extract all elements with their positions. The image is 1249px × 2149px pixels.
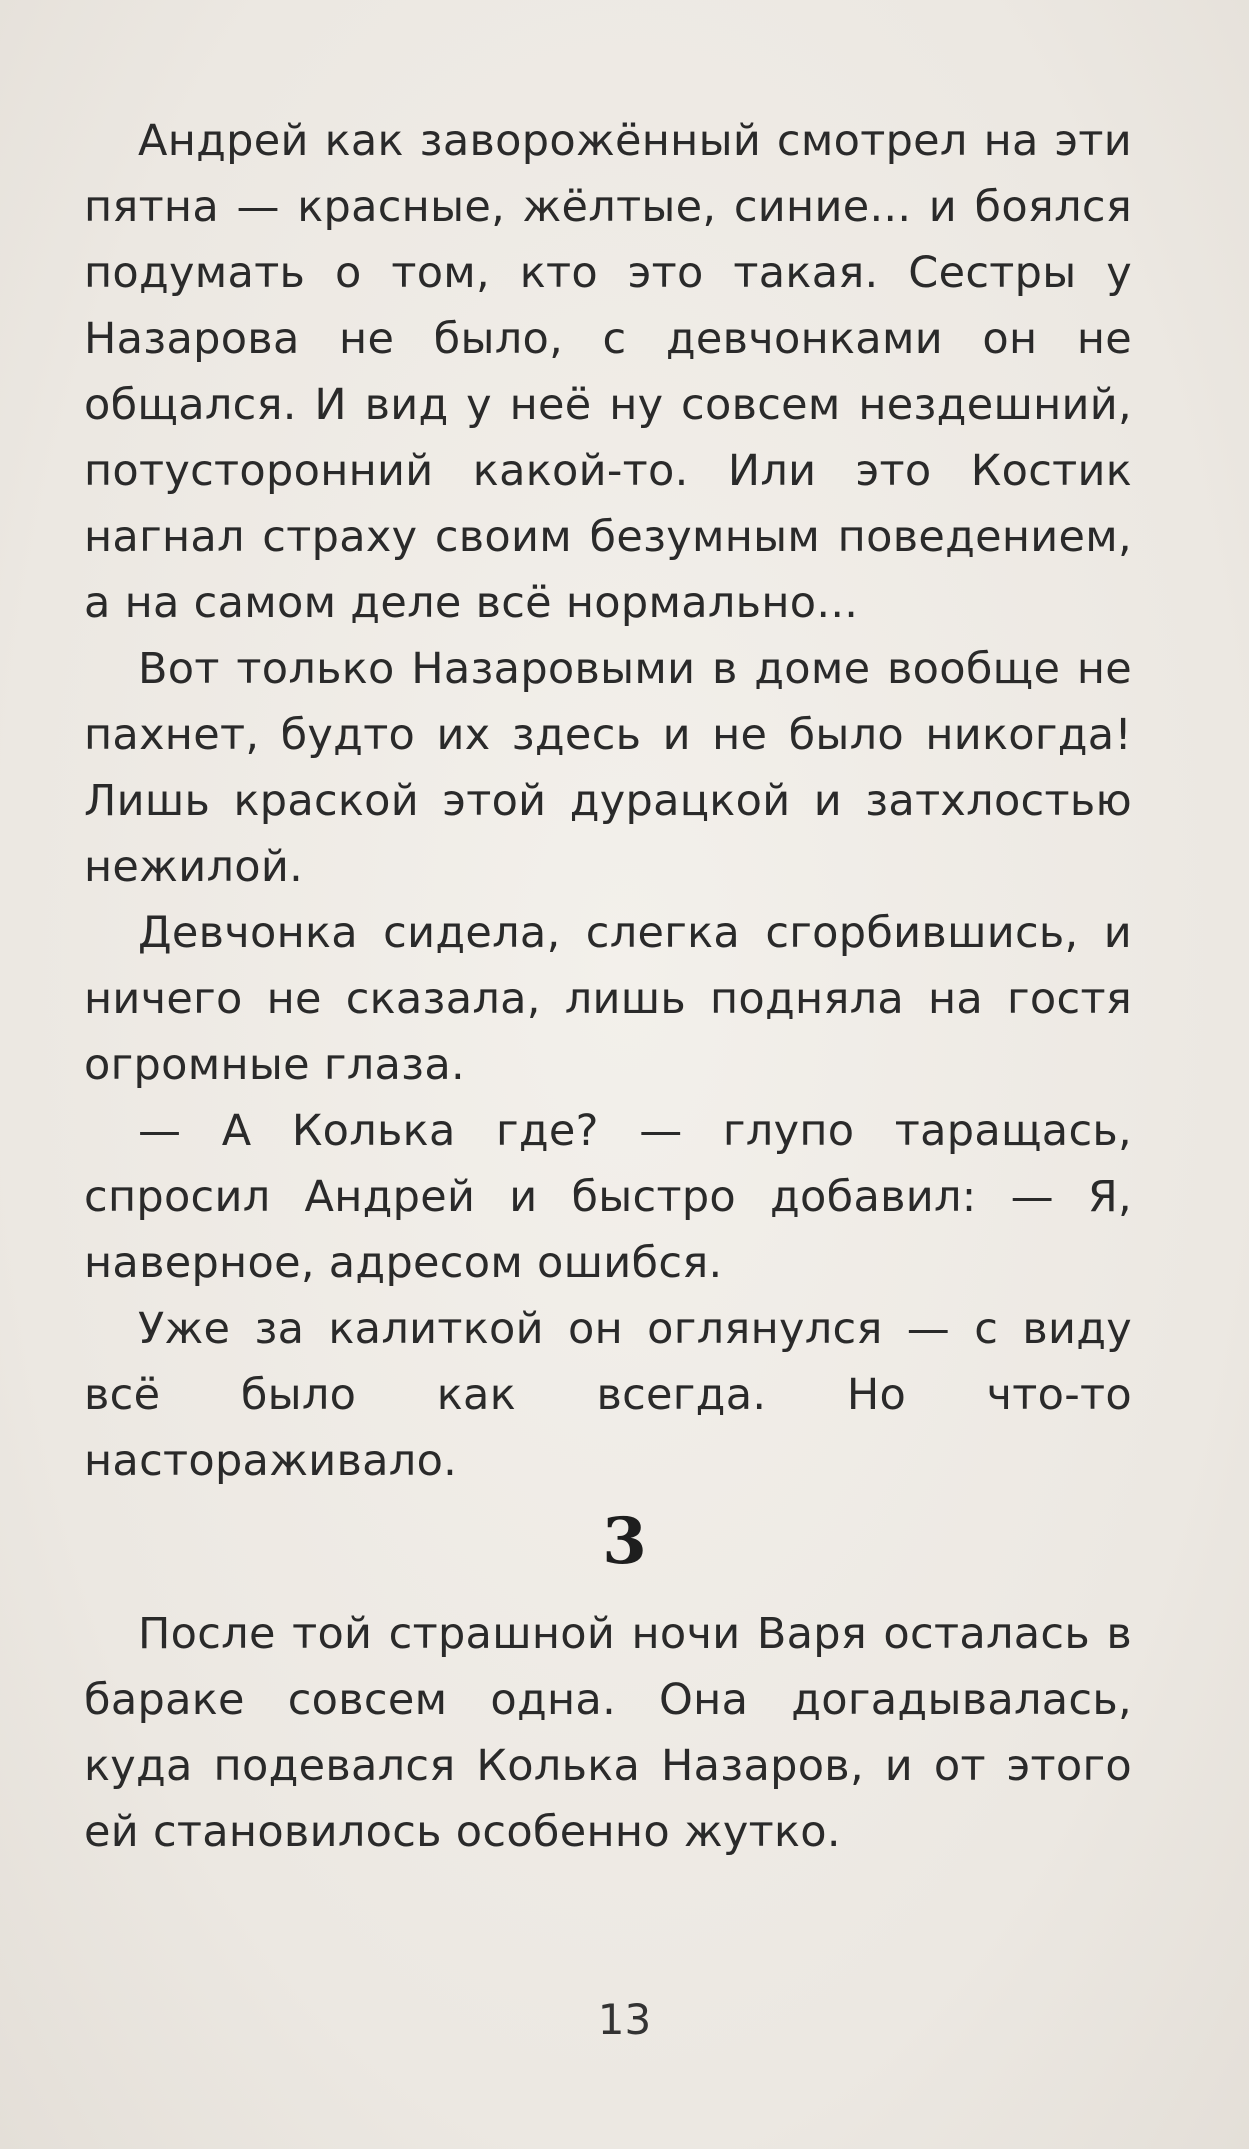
chapter-number: 3: [602, 1504, 647, 1579]
paragraph: Вот только Назаровыми в доме вообще не пахнет, будто их здесь и не было никогда! Лишь краской этой дурацкой и затхлостью нежилой.: [84, 644, 1132, 892]
paragraph: Уже за калиткой он оглянулся — с виду всё было как всегда. Но что-то настораживало.: [84, 1304, 1132, 1486]
paragraph: — А Колька где? — глупо таращась, спросил Андрей и быстро добавил: — Я, наверное, адресом ошибся.: [84, 1106, 1132, 1288]
paragraph: Девчонка сидела, слегка сгорбившись, и ничего не сказала, лишь подняла на гостя огромные глаза.: [84, 908, 1132, 1090]
paragraph: Андрей как заворожённый смотрел на эти пятна — красные, жёлтые, синие... и боялся подумать о том, кто это такая. Сестры у Назарова не было, с девчонками он не общался. И вид у неё ну совсем нездешний, потусторонний какой-то. Или это Костик нагнал страху своим безумным поведением, а на самом деле всё нормально...: [84, 116, 1132, 628]
paragraph: После той страшной ночи Варя осталась в бараке совсем одна. Она догадывалась, куда подевался Колька Назаров, и от этого ей становилось особенно жутко.: [84, 1609, 1132, 1857]
page-number: 13: [597, 1995, 652, 2044]
text-block-top: [84, 108, 1132, 1494]
text-block-bottom: [84, 1601, 1132, 1865]
